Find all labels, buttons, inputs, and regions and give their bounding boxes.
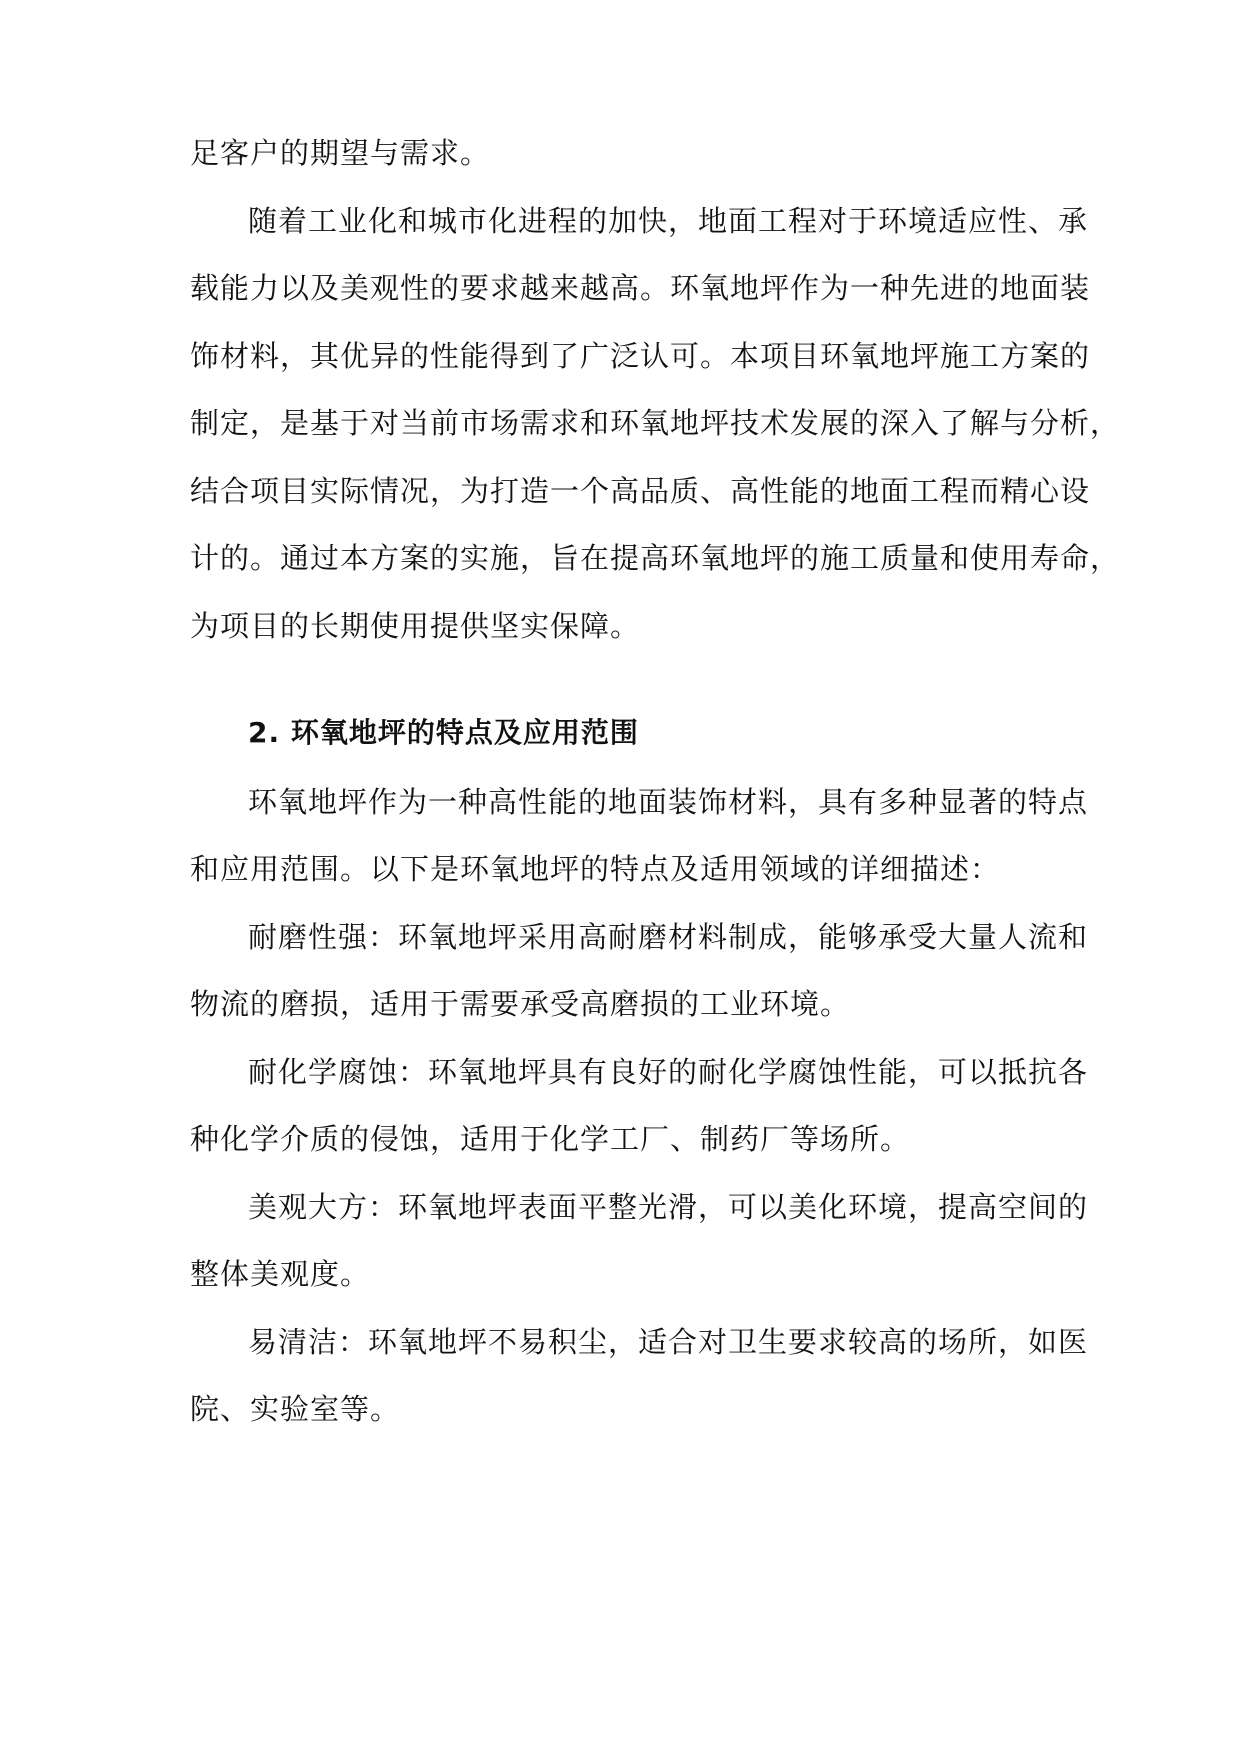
paragraph-line: 制定，是基于对当前市场需求和环氧地坪技术发展的深入了解与分析， xyxy=(190,406,1121,440)
paragraph-line: 为项目的长期使用提供坚实保障。 xyxy=(190,609,641,643)
paragraph-line: 环氧地坪作为一种高性能的地面装饰材料，具有多种显著的特点 xyxy=(248,785,1089,819)
paragraph-line: 载能力以及美观性的要求越来越高。环氧地坪作为一种先进的地面装 xyxy=(190,271,1091,305)
paragraph-line: 物流的磨损，适用于需要承受高磨损的工业环境。 xyxy=(190,987,851,1021)
section-heading: 2. 环氧地坪的特点及应用范围 xyxy=(248,716,639,749)
paragraph-line: 饰材料，其优异的性能得到了广泛认可。本项目环氧地坪施工方案的 xyxy=(190,339,1091,373)
paragraph-line: 易清洁：环氧地坪不易积尘，适合对卫生要求较高的场所，如医 xyxy=(248,1325,1089,1359)
paragraph-line: 随着工业化和城市化进程的加快，地面工程对于环境适应性、承 xyxy=(248,204,1089,238)
paragraph-line: 耐化学腐蚀：环氧地坪具有良好的耐化学腐蚀性能，可以抵抗各 xyxy=(248,1055,1089,1089)
paragraph-line: 足客户的期望与需求。 xyxy=(190,136,491,170)
paragraph-line: 美观大方：环氧地坪表面平整光滑，可以美化环境，提高空间的 xyxy=(248,1190,1089,1224)
paragraph-line: 计的。通过本方案的实施，旨在提高环氧地坪的施工质量和使用寿命， xyxy=(190,541,1121,575)
paragraph-line: 种化学介质的侵蚀，适用于化学工厂、制药厂等场所。 xyxy=(190,1122,911,1156)
paragraph-line: 耐磨性强：环氧地坪采用高耐磨材料制成，能够承受大量人流和 xyxy=(248,920,1089,954)
paragraph-line: 院、实验室等。 xyxy=(190,1392,401,1426)
paragraph-line: 整体美观度。 xyxy=(190,1257,371,1291)
paragraph-line: 结合项目实际情况，为打造一个高品质、高性能的地面工程而精心设 xyxy=(190,474,1091,508)
paragraph-line: 和应用范围。以下是环氧地坪的特点及适用领域的详细描述： xyxy=(190,852,1001,886)
